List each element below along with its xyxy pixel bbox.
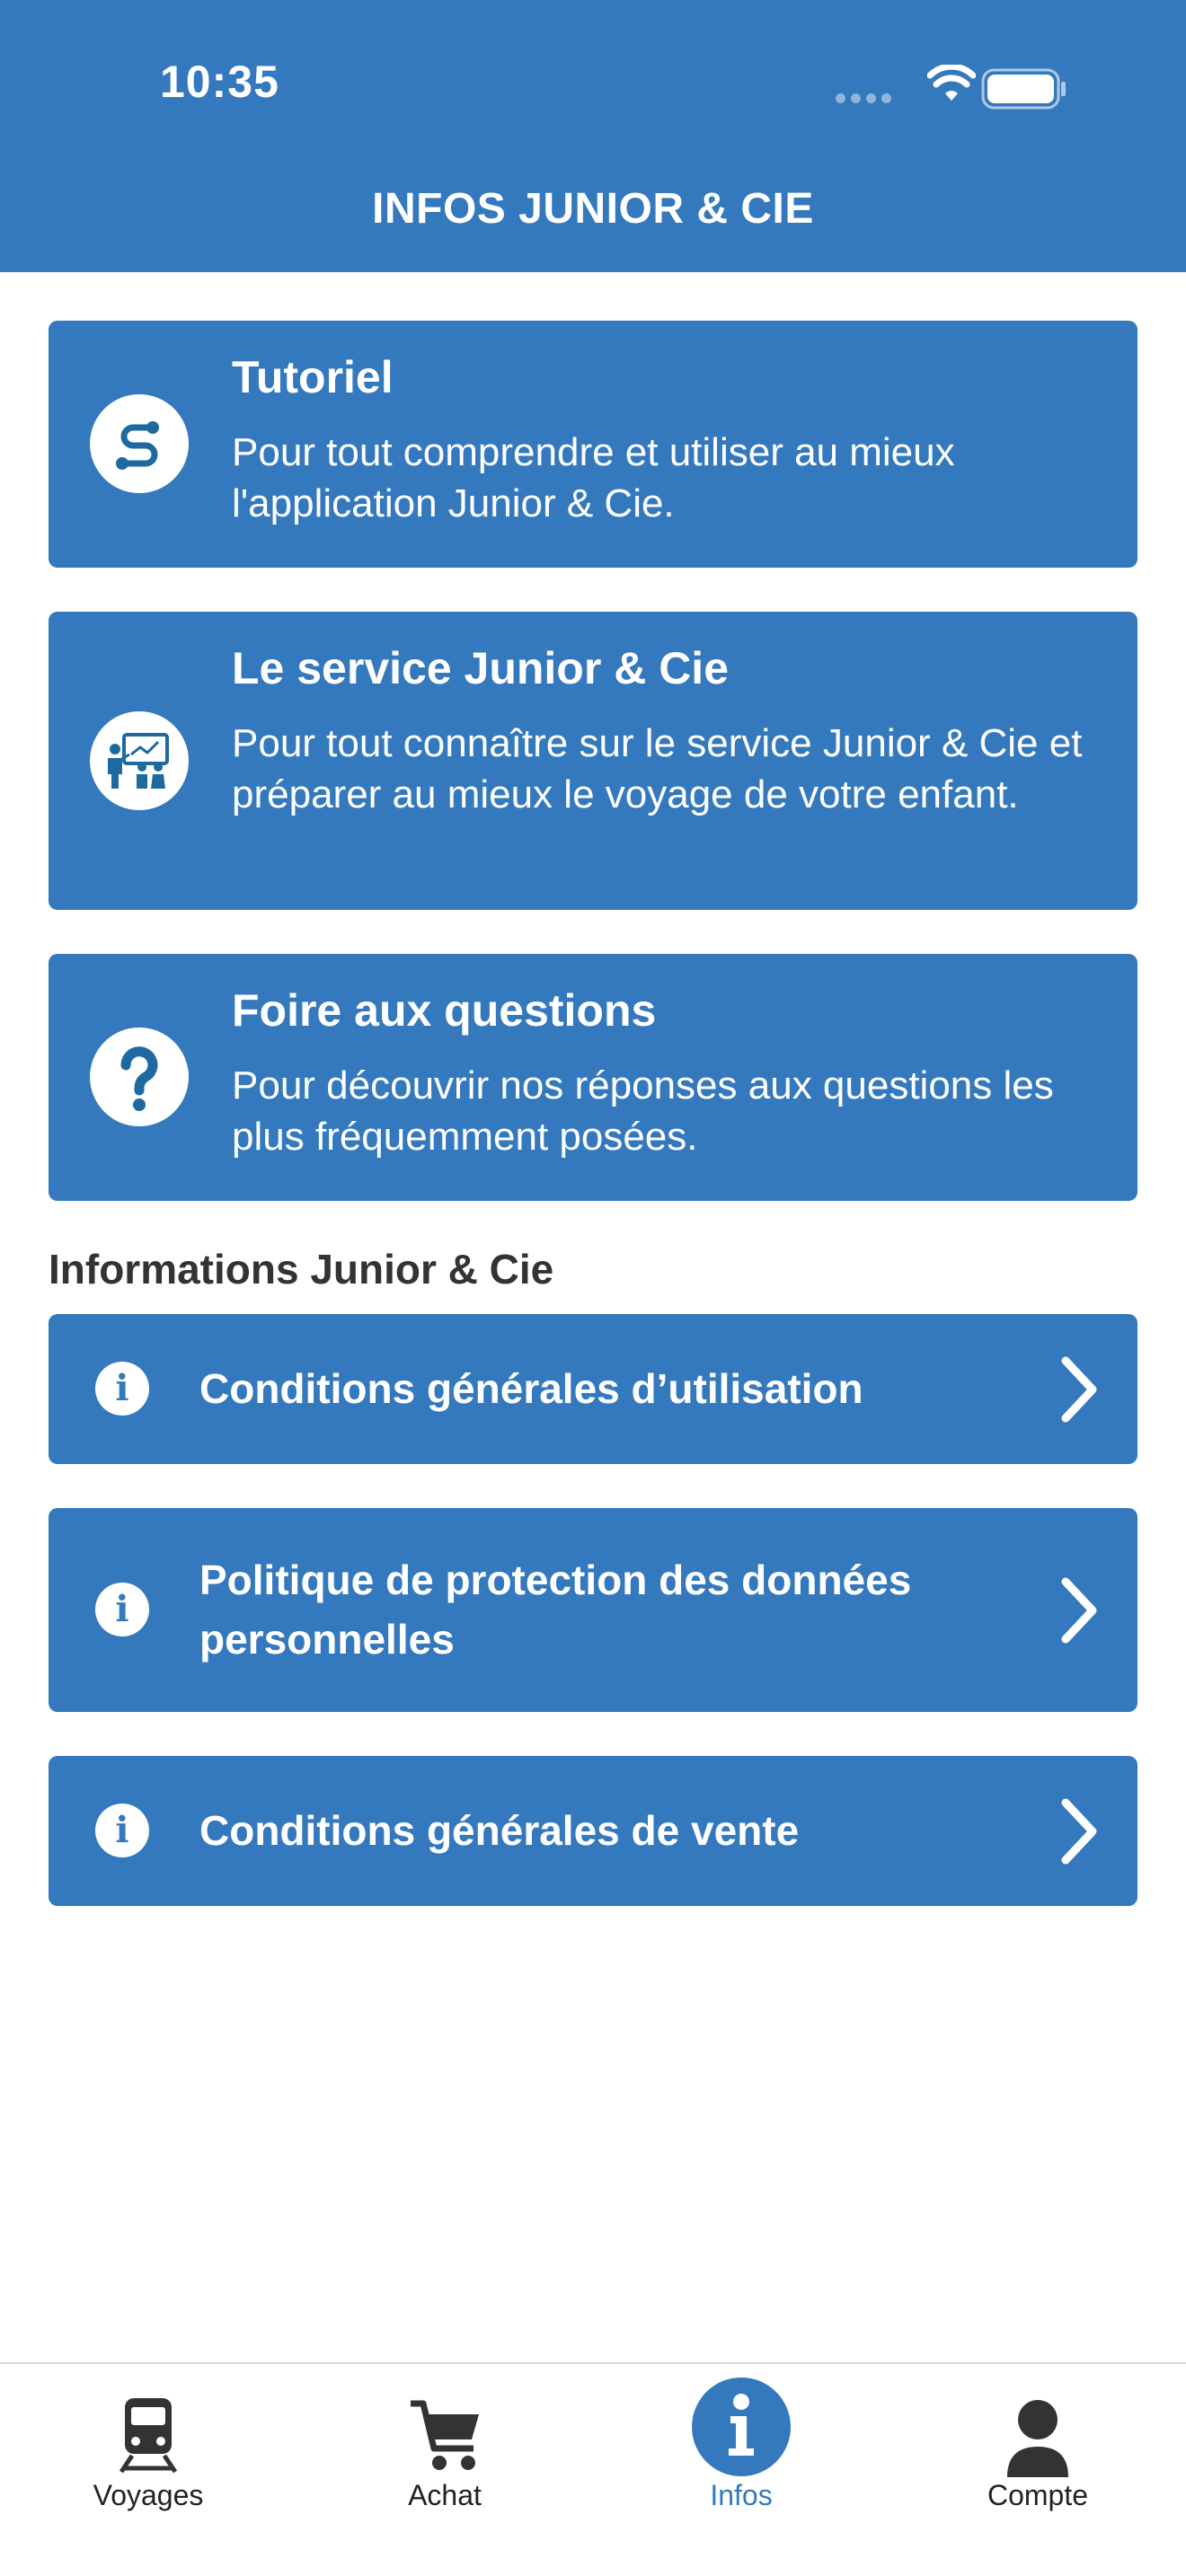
- chevron-right-icon: [1057, 1797, 1102, 1866]
- tab-achat[interactable]: [296, 2364, 593, 2576]
- card-tutoriel[interactable]: [49, 321, 1137, 568]
- tab-label: Infos: [710, 2479, 773, 2511]
- cart-icon: [391, 2391, 499, 2481]
- page-title: INFOS JUNIOR & CIE: [372, 185, 814, 233]
- signal-icon: [836, 92, 897, 108]
- tab-label: Achat: [408, 2479, 482, 2511]
- chevron-right-icon: [1057, 1355, 1102, 1424]
- status-icons: [836, 65, 1078, 110]
- tab-voyages[interactable]: [0, 2364, 296, 2576]
- status-time: 10:35: [160, 57, 279, 107]
- tab-infos[interactable]: [593, 2364, 890, 2576]
- question-icon: [90, 1028, 189, 1126]
- card-description: Pour découvrir nos réponses aux questions les plus fréquemment posées.: [232, 1063, 1054, 1159]
- tab-bar: [0, 2362, 1186, 2576]
- info-icon: i: [95, 1583, 149, 1636]
- tab-label: Voyages: [93, 2479, 204, 2511]
- user-icon: [984, 2391, 1092, 2481]
- link-label: Conditions générales d’utilisation: [199, 1365, 863, 1412]
- card-title: Foire aux questions: [232, 985, 657, 1036]
- header: [0, 0, 1186, 272]
- tab-compte[interactable]: [890, 2364, 1186, 2576]
- card-faq[interactable]: [49, 954, 1137, 1201]
- tab-label: Compte: [987, 2479, 1089, 2511]
- link-privacy-policy[interactable]: [49, 1508, 1137, 1712]
- link-cgu[interactable]: [49, 1314, 1137, 1464]
- route-icon: [90, 394, 189, 493]
- link-cgv[interactable]: [49, 1756, 1137, 1906]
- section-title: Informations Junior & Cie: [49, 1246, 554, 1292]
- card-description: Pour tout comprendre et utiliser au mieux l'application Junior & Cie.: [232, 430, 955, 525]
- card-service[interactable]: [49, 612, 1137, 910]
- card-title: Le service Junior & Cie: [232, 643, 730, 693]
- chevron-right-icon: [1057, 1576, 1102, 1645]
- battery-icon: [981, 68, 1067, 110]
- train-icon: [94, 2391, 202, 2481]
- wifi-icon: [927, 65, 976, 104]
- presentation-icon: [90, 711, 189, 810]
- card-title: Tutoriel: [232, 352, 394, 402]
- link-label: Politique de protection des données personnelles: [199, 1557, 912, 1663]
- card-description: Pour tout connaître sur le service Junior & Cie et préparer au mieux le voyage de votre enfant.: [232, 721, 1083, 816]
- info-icon: i: [95, 1804, 149, 1857]
- info-icon: i: [95, 1362, 149, 1416]
- info-icon: [687, 2373, 795, 2481]
- link-label: Conditions générales de vente: [199, 1807, 800, 1854]
